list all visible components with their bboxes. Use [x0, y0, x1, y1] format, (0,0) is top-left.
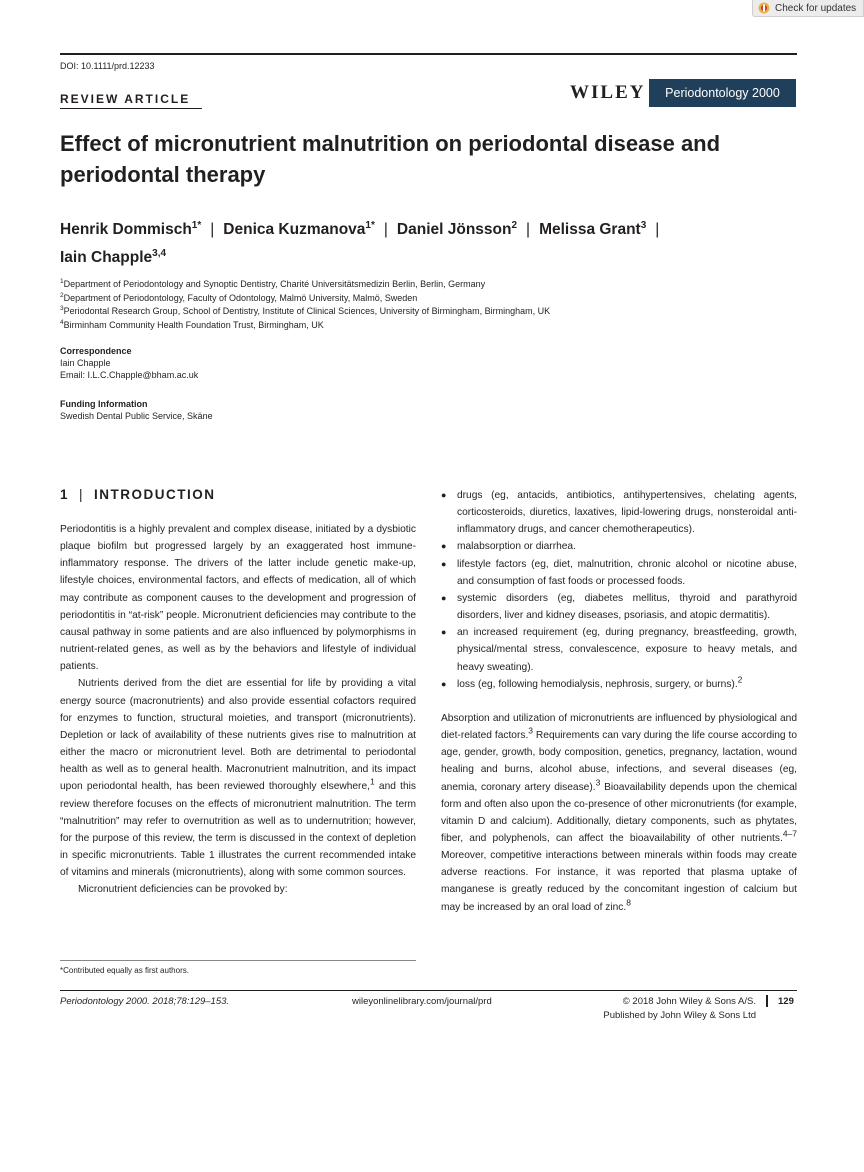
footer-rule [60, 990, 797, 991]
paragraph: Micronutrient deficiencies can be provoked by: [78, 884, 288, 896]
affiliation: $^1$Department of Periodontology and Synoptic Dentistry, Charité Universitätsmedizin Berlin, Berlin, Germany [60, 278, 486, 289]
paragraph: Absorption and utilization of micronutrients are influenced by physiological and diet-related factors.$^3$ Requirements can vary during the life course according to age, gender, growth, body composition, genetics, pregnancy, lactation, wound healing and burns, alcohol abuse, infections, and several diseases (eg, anemia, coronary artery disease).$^3$ Bioavailability depends upon the chemical form and often also upon the co-presence of other micronutrients (for example, vitamin D and calcium). Additionally, dietary components, such as phytates, fiber, and polyphenols, can affect the bioavailability of other nutrients.$^{4-7}$ Moreover, competitive interactions between minerals within foods may create adverse reactions. For instance, it was reported that plasma uptake of manganese is greatly reduced by the concomitant ingestion of calcium but may be increased by an oral load of zinc.$^8$ [441, 712, 797, 913]
paragraph: Nutrients derived from the diet are essential for life by providing a vital energy source (macronutrients) and also provide essential cofactors required for enzymes to function, structural moieties, and transport (micronutrients). Depletion or lack of availability of these nutrients gives rise to malnutrition at either the macro or micronutrient level. Both are detrimental to periodontal health as well as to general health. Macronutrient malnutrition, and its impact upon periodontal health, has been reviewed thoroughly elsewhere,$^1$ and this review therefore focuses on the effects of micronutrient malnutrition. The term “malnutrition” may refer to overnutrition as well as to undernutrition; however, for the purpose of this review, the term is discussed in the context of depletion in specific micronutrients. Table 1 illustrates the current recommended intake of vitamins and minerals (micronutrients), along with some common sources. [60, 678, 416, 879]
list-item: ● loss (eg, following hemodialysis, nephrosis, surgery, or burns).$^2$ [441, 676, 797, 693]
reference-link[interactable]: 1 [369, 776, 375, 787]
left-column [60, 521, 416, 898]
reference-link[interactable]: 3 [595, 777, 601, 788]
reference-link[interactable]: 3 [528, 725, 534, 736]
correspondence-heading: Correspondence [60, 346, 132, 356]
funding-heading: Funding Information [60, 399, 148, 409]
author-separator: | [526, 221, 531, 238]
publisher-logo: WILEY [570, 82, 646, 103]
reference-link[interactable]: 8 [626, 897, 631, 908]
reference-link[interactable]: 4–7 [782, 828, 797, 839]
article-title: Effect of micronutrient malnutrition on periodontal disease and periodontal therapy [60, 131, 721, 187]
bullet-list [441, 487, 797, 693]
author-list [60, 216, 800, 272]
check-for-updates-button[interactable] [752, 0, 864, 17]
reference-link[interactable]: 2 [737, 674, 743, 685]
funding-block [60, 398, 213, 422]
journal-badge: Periodontology 2000 [649, 79, 796, 107]
author-separator: | [655, 221, 660, 238]
paragraph: Periodontitis is a highly prevalent and complex disease, initiated by a dysbiotic plaque biofilm but progressed largely by an exaggerated host immune-inflammatory response. The drivers of the latter include genetic make-up, lifestyle choices, environmental factors, and effects of medication, all of which may contribute as component causes to the development and progression of periodontitis in “at-risk” people. Micronutrient deficiencies may contribute to the causal pathway in some patients and are also influenced by polymorphisms in nutrient-related genes, as well as by the behaviors and lifestyle of individual patients. [60, 524, 416, 673]
check-for-updates-label: Check for updates [775, 2, 857, 14]
author[interactable]: Iain Chapple$^{3,4}$ [60, 247, 167, 266]
page-number: 129 [778, 996, 794, 1007]
header-rule [60, 53, 797, 55]
footnote: *Contributed equally as first authors. [60, 966, 189, 975]
page-number-divider [766, 995, 768, 1007]
affiliation: $^2$Department of Periodontology, Faculty of Odontology, Malmö University, Malmö, Sweden [60, 291, 418, 303]
publisher-line: Published by John Wiley & Sons Ltd [603, 1010, 756, 1021]
footnote-rule [60, 960, 416, 961]
journal-url[interactable]: wileyonlinelibrary.com/journal/prd [352, 996, 492, 1007]
correspondence-name: Iain Chapple [60, 358, 111, 368]
author[interactable]: Denica Kuzmanova$^{1*}$ [223, 219, 375, 238]
section-heading: 1 | INTRODUCTION [60, 487, 216, 502]
list-item: ● lifestyle factors (eg, diet, malnutrition, chronic alcohol or nicotine abuse, and consumption of fast foods or processed foods. [441, 556, 797, 590]
copyright: © 2018 John Wiley & Sons A/S. [622, 996, 756, 1007]
list-item: ● an increased requirement (eg, during pregnancy, breastfeeding, growth, physical/mental stress, convalescence, exposure to heavy metals, and heavy sweating). [441, 624, 797, 675]
correspondence-block [60, 345, 198, 381]
list-item: ● malabsorption or diarrhea. [441, 538, 797, 555]
affiliations [60, 278, 550, 332]
crossmark-icon [758, 2, 770, 14]
funding-text: Swedish Dental Public Service, Skäne [60, 411, 213, 421]
list-item: ● drugs (eg, antacids, antibiotics, antihypertensives, chelating agents, corticosteroids, diuretics, laxatives, lipid-lowering drugs, nonsteroidal anti-inflammatory drugs, and cancer chemotherapeutics). [441, 487, 797, 538]
author-separator: | [210, 221, 215, 238]
list-item: ● systemic disorders (eg, diabetes mellitus, thyroid and parathyroid disorders, liver and kidney diseases, psoriasis, and atopic dermatitis). [441, 590, 797, 624]
citation: Periodontology 2000. 2018;78:129–153. [60, 996, 230, 1007]
author[interactable]: Daniel Jönsson$^2$ [396, 219, 518, 238]
author-separator: | [383, 221, 388, 238]
affiliation: $^4$Birminham Community Health Foundation Trust, Birmingham, UK [60, 318, 324, 330]
author[interactable]: Henrik Dommisch$^{1*}$ [60, 219, 202, 238]
author[interactable]: Melissa Grant$^3$ [539, 219, 647, 238]
article-type-underline [60, 108, 202, 109]
right-column [441, 487, 797, 916]
correspondence-email[interactable]: Email: I.L.C.Chapple@bham.ac.uk [60, 370, 199, 380]
doi: DOI: 10.1111/prd.12233 [60, 61, 155, 71]
affiliation: $^3$Periodontal Research Group, School of Dentistry, Institute of Clinical Sciences, University of Birmingham, Birmingham, UK [60, 305, 551, 316]
article-type: REVIEW ARTICLE [60, 92, 191, 106]
